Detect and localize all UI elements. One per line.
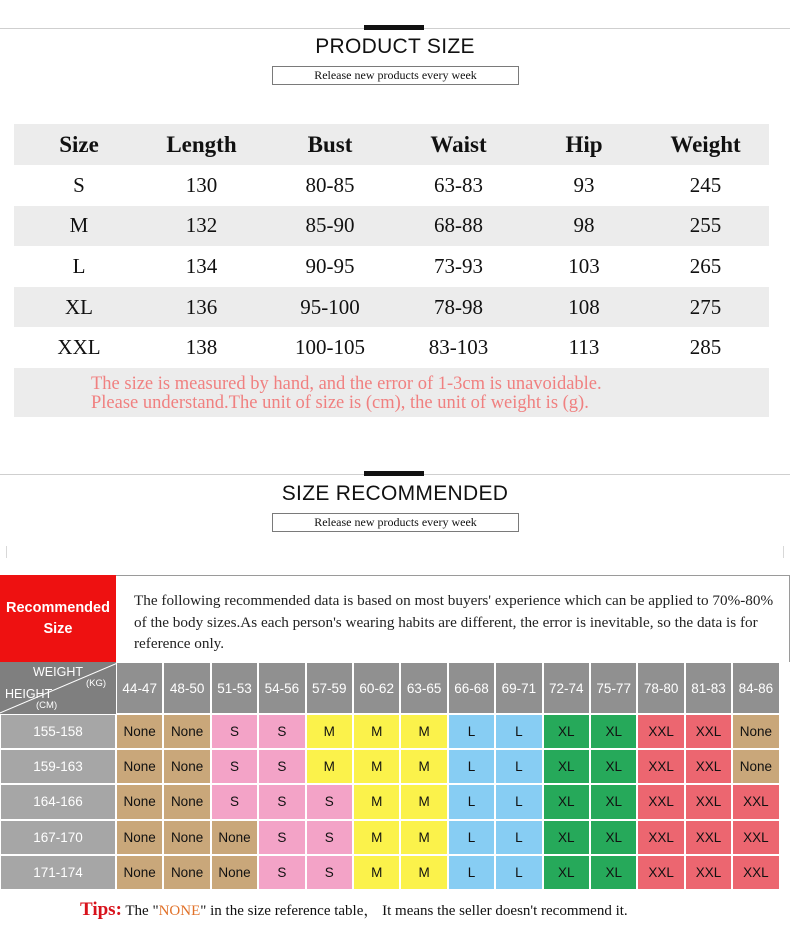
recommended-size-cell: S	[306, 855, 353, 890]
column-header-hip: Hip	[565, 131, 603, 157]
cell-weight: 265	[689, 253, 722, 278]
section-divider-tab	[364, 25, 424, 30]
recommended-size-cell: XL	[590, 820, 637, 855]
recommended-size-cell: XXL	[732, 855, 779, 890]
badge-line-1: Recommended	[6, 599, 110, 616]
size-table-row	[14, 246, 769, 287]
recommended-size-cell: None	[732, 714, 779, 749]
column-header-length: Length	[166, 131, 237, 157]
height-row-header: 167-170	[0, 820, 116, 855]
recommended-size-cell: None	[211, 855, 258, 890]
recommendation-description	[116, 575, 790, 662]
tips-highlight: NONE	[158, 903, 201, 919]
cell-waist: 78-98	[434, 294, 483, 319]
weight-axis-label: WEIGHT	[33, 665, 83, 679]
tips-text-after: " in the size reference table， It means the seller doesn't recommend it.	[200, 903, 628, 919]
recommended-size-cell: None	[163, 820, 210, 855]
cell-waist: 63-83	[434, 172, 483, 197]
cell-size: XXL	[57, 335, 101, 360]
divider-mark	[783, 546, 784, 558]
recommended-size-cell: M	[306, 749, 353, 784]
recommended-size-cell: XXL	[637, 749, 684, 784]
recommended-size-cell: XL	[590, 784, 637, 819]
weight-column-header: 54-56	[258, 662, 305, 714]
recommended-size-cell: M	[400, 749, 447, 784]
size-table-row	[14, 165, 769, 206]
cell-hip: 93	[573, 172, 595, 197]
recommended-size-cell: L	[495, 714, 542, 749]
recommended-size-cell: L	[448, 749, 495, 784]
recommended-size-cell: M	[400, 714, 447, 749]
recommended-size-cell: S	[211, 784, 258, 819]
recommended-size-cell: XXL	[685, 714, 732, 749]
recommended-size-cell: L	[495, 749, 542, 784]
product-size-table	[14, 124, 769, 368]
product-size-subtitle: Release new products every week	[272, 66, 519, 85]
badge-line-2: Size	[43, 620, 73, 637]
recommended-size-cell: M	[353, 855, 400, 890]
cell-size: S	[73, 172, 85, 197]
recommended-size-cell: S	[258, 855, 305, 890]
recommended-size-cell: M	[306, 714, 353, 749]
size-table-row	[14, 206, 769, 247]
cell-hip: 98	[573, 213, 595, 238]
recommended-size-cell: L	[448, 784, 495, 819]
cell-length: 130	[185, 172, 218, 197]
cell-waist: 68-88	[434, 213, 483, 238]
cell-bust: 90-95	[305, 253, 355, 278]
recommended-size-cell: None	[163, 784, 210, 819]
recommended-size-cell: None	[163, 749, 210, 784]
recommended-size-cell: XL	[590, 714, 637, 749]
recommended-size-cell: XL	[543, 749, 590, 784]
recommended-size-cell: XL	[543, 784, 590, 819]
tips-text-before: The "	[121, 903, 159, 919]
cell-waist: 83-103	[428, 335, 489, 360]
recommended-size-cell: M	[400, 820, 447, 855]
recommended-size-cell: M	[353, 749, 400, 784]
size-table-row	[14, 327, 769, 368]
weight-column-header: 72-74	[543, 662, 590, 714]
cell-hip: 103	[568, 253, 600, 278]
recommended-size-cell: L	[495, 820, 542, 855]
size-table-header	[14, 124, 769, 165]
section-divider-tab	[364, 471, 424, 476]
column-header-size: Size	[59, 131, 99, 157]
recommended-size-cell: L	[495, 784, 542, 819]
tips-label: Tips:	[80, 899, 122, 920]
size-note-line-1: The size is measured by hand, and the error of 1-3cm is unavoidable.	[91, 374, 602, 394]
weight-column-header: 69-71	[495, 662, 542, 714]
size-table-row	[14, 287, 769, 328]
recommended-size-badge	[0, 575, 116, 662]
recommended-size-cell: XXL	[637, 855, 684, 890]
recommended-size-cell: XL	[543, 820, 590, 855]
recommended-size-cell: XXL	[732, 784, 779, 819]
height-axis-label: HEIGHT	[5, 687, 53, 701]
weight-column-header: 44-47	[116, 662, 163, 714]
weight-column-header: 75-77	[590, 662, 637, 714]
cell-bust: 80-85	[305, 172, 355, 197]
recommended-size-cell: M	[353, 820, 400, 855]
height-row-header: 164-166	[0, 784, 116, 819]
cell-length: 136	[185, 294, 218, 319]
cell-length: 138	[185, 335, 218, 360]
recommended-size-cell: XXL	[685, 784, 732, 819]
recommended-size-cell: XXL	[637, 714, 684, 749]
height-row-header: 171-174	[0, 855, 116, 890]
recommended-size-cell: S	[258, 784, 305, 819]
product-size-title: PRODUCT SIZE	[315, 35, 475, 58]
weight-column-header: 66-68	[448, 662, 495, 714]
height-row-header: 155-158	[0, 714, 116, 749]
recommended-size-cell: XL	[543, 714, 590, 749]
recommended-size-cell: S	[258, 749, 305, 784]
cell-waist: 73-93	[434, 253, 483, 278]
weight-column-header: 63-65	[400, 662, 447, 714]
recommended-size-cell: XXL	[685, 749, 732, 784]
recommended-size-cell: None	[732, 749, 779, 784]
recommended-size-cell: S	[211, 714, 258, 749]
recommended-size-cell: None	[116, 855, 163, 890]
recommended-size-cell: L	[448, 855, 495, 890]
cell-bust: 100-105	[295, 335, 365, 360]
cell-weight: 275	[689, 294, 722, 319]
recommended-size-cell: S	[306, 784, 353, 819]
size-recommendation-chart	[0, 575, 790, 891]
recommended-size-cell: L	[448, 714, 495, 749]
recommended-size-cell: S	[211, 749, 258, 784]
weight-column-header: 78-80	[637, 662, 684, 714]
recommended-size-cell: None	[211, 820, 258, 855]
recommended-size-cell: XXL	[637, 820, 684, 855]
recommended-size-cell: None	[116, 749, 163, 784]
cell-size: XL	[65, 294, 93, 319]
cell-length: 132	[185, 213, 218, 238]
recommended-size-cell: S	[258, 714, 305, 749]
column-header-weight: Weight	[670, 131, 741, 157]
height-row-header: 159-163	[0, 749, 116, 784]
cell-weight: 255	[689, 213, 722, 238]
weight-column-header: 84-86	[732, 662, 779, 714]
recommended-size-cell: M	[400, 855, 447, 890]
cell-size: L	[72, 253, 86, 278]
height-unit-label: (CM)	[36, 700, 58, 711]
size-recommended-title: SIZE RECOMMENDED	[281, 482, 509, 505]
weight-unit-label: (KG)	[86, 678, 107, 689]
recommended-size-cell: XL	[590, 855, 637, 890]
recommended-size-cell: None	[116, 820, 163, 855]
recommended-size-cell: XL	[590, 749, 637, 784]
recommended-size-cell: XXL	[732, 820, 779, 855]
size-recommended-subtitle: Release new products every week	[272, 513, 519, 532]
cell-weight: 285	[689, 335, 722, 360]
recommended-size-cell: XL	[543, 855, 590, 890]
axis-corner-cell	[0, 662, 116, 714]
recommended-size-cell: None	[163, 855, 210, 890]
size-note	[14, 368, 769, 417]
divider-mark	[6, 546, 7, 558]
weight-column-header: 48-50	[163, 662, 210, 714]
recommended-size-cell: L	[495, 855, 542, 890]
recommended-size-cell: M	[353, 714, 400, 749]
recommended-size-cell: XXL	[685, 820, 732, 855]
weight-column-header: 60-62	[353, 662, 400, 714]
cell-weight: 245	[689, 172, 722, 197]
recommended-size-cell: None	[116, 784, 163, 819]
column-header-waist: Waist	[430, 131, 487, 157]
weight-column-header: 81-83	[685, 662, 732, 714]
column-header-bust: Bust	[307, 131, 353, 157]
recommended-size-cell: M	[353, 784, 400, 819]
cell-size: M	[69, 213, 89, 238]
cell-bust: 85-90	[305, 213, 355, 238]
recommended-size-cell: M	[400, 784, 447, 819]
recommended-size-cell: S	[306, 820, 353, 855]
recommended-size-cell: None	[116, 714, 163, 749]
recommended-size-cell: XXL	[685, 855, 732, 890]
weight-column-header: 57-59	[306, 662, 353, 714]
cell-hip: 113	[568, 335, 600, 360]
cell-hip: 108	[568, 294, 600, 319]
weight-column-header: 51-53	[211, 662, 258, 714]
size-note-line-2: Please understand.The unit of size is (cm), the unit of weight is (g).	[91, 393, 589, 413]
cell-bust: 95-100	[300, 294, 360, 319]
recommended-size-cell: None	[163, 714, 210, 749]
recommended-size-cell: L	[448, 820, 495, 855]
recommended-size-cell: XXL	[637, 784, 684, 819]
description-text: The following recommended data is based on most buyers' experience which can be applied to 70%-80% of the body sizes.As each person's wearing habits are different, the error is inevitable, so the data is for reference only.	[134, 592, 774, 652]
recommended-size-cell: S	[258, 820, 305, 855]
cell-length: 134	[185, 253, 218, 278]
tips-note	[80, 899, 628, 921]
